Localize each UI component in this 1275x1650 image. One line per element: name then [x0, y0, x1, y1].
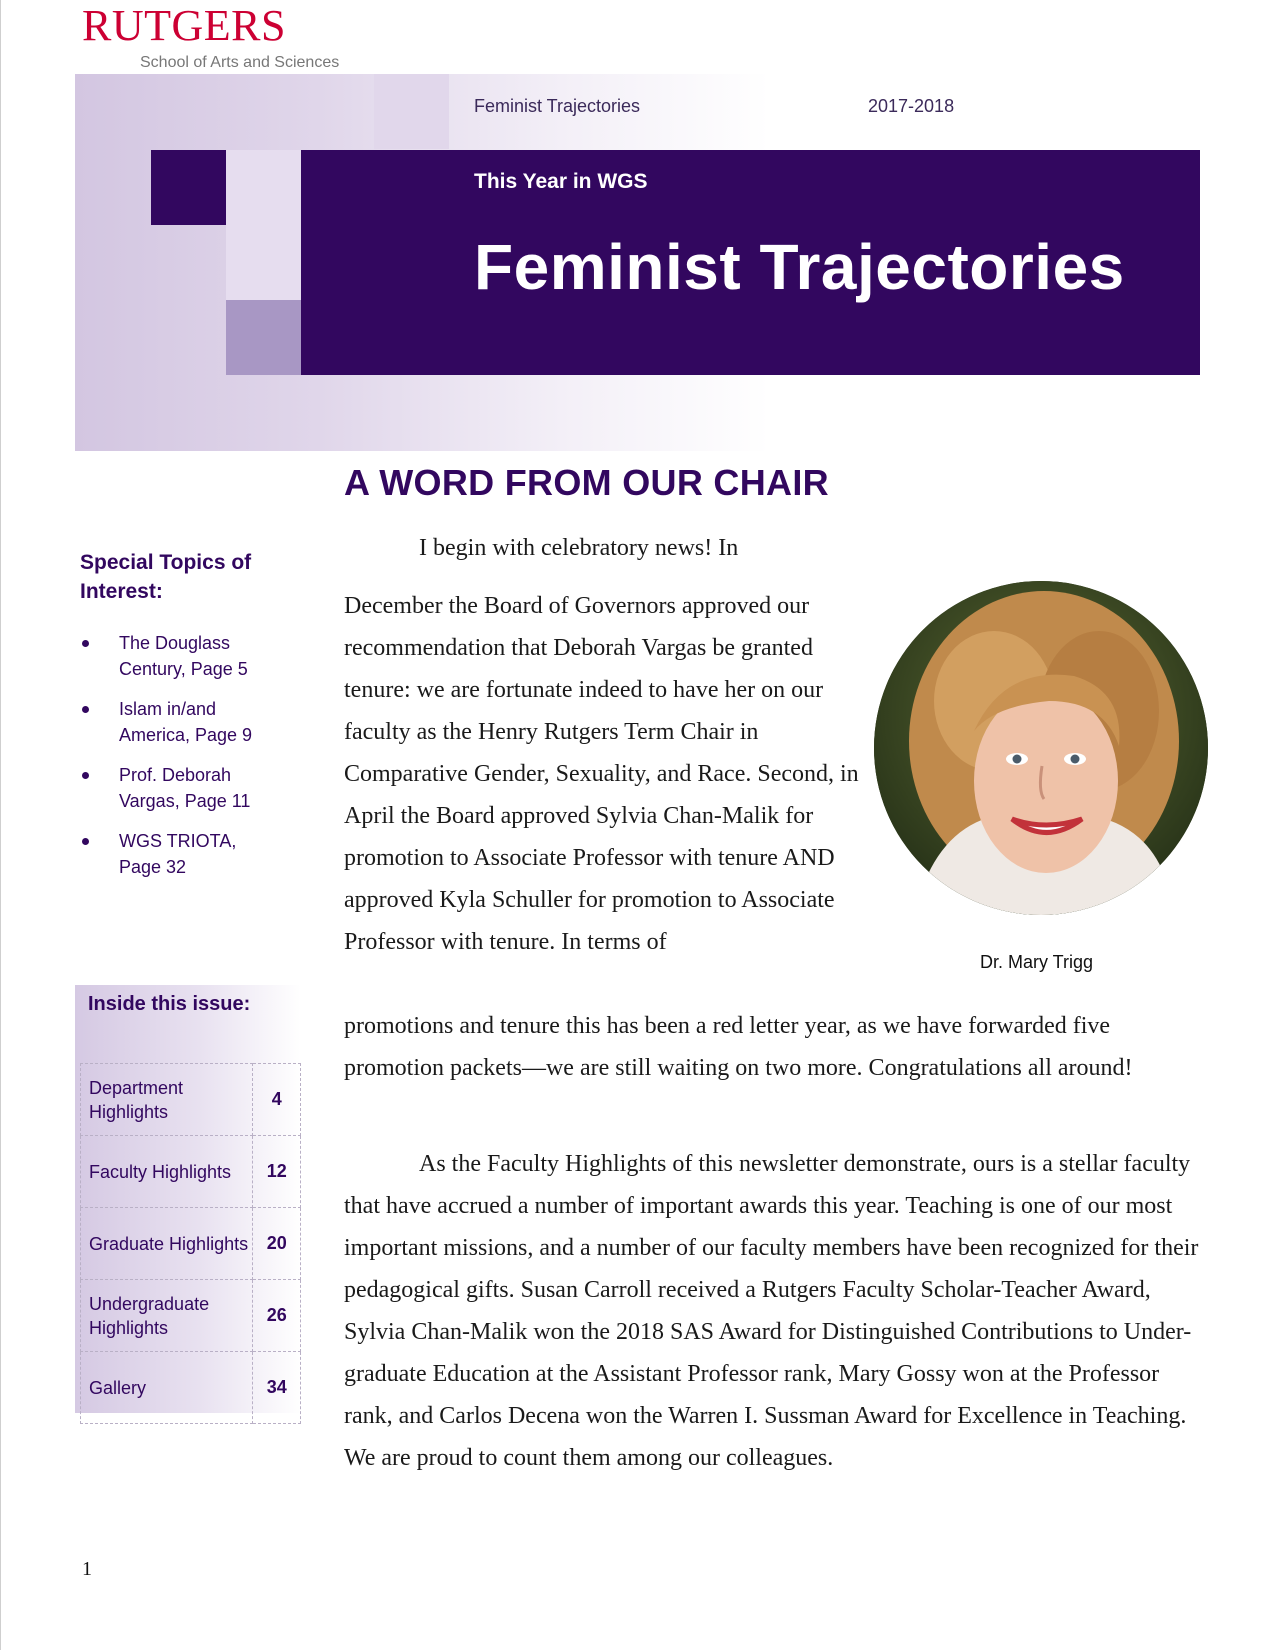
issue-year: 2017-2018 [868, 96, 955, 116]
page-number: 1 [82, 1558, 92, 1580]
paragraph-1-wide: promotions and tenure this has been a red letter year, as we have forwarded five promotion packets—we are still waiting on two more. Congratulations all around! [344, 1013, 1133, 1081]
banner-square [226, 150, 301, 225]
topic-item[interactable] [80, 828, 280, 880]
paragraph-1-narrow: December the Board of Governors approved our recommendation that Deborah Vargas be granted tenure: we are fortunate indeed to have her on our faculty as the Henry Rutgers Term Chair in Comparative Gender, Sexuality, and Race. Second, in April the Board approved Sylvia Chan-Malik for promotion to Associate Professor with tenure AND approved Kyla Schuller for promotion to Associate Professor with tenure. In terms of [344, 593, 859, 955]
banner-square [374, 74, 449, 149]
toc-page: 20 [253, 1208, 301, 1280]
chair-portrait-photo [874, 581, 1208, 915]
topic-label: Prof. Deborah Vargas, Page 11 [119, 765, 251, 811]
topic-item[interactable] [80, 630, 280, 682]
topic-label: The Douglass Century, Page 5 [119, 633, 248, 679]
bullet-icon [82, 772, 89, 779]
banner-square [226, 300, 301, 375]
bullet-icon [82, 706, 89, 713]
portrait-illustration [874, 581, 1208, 915]
toc-row[interactable] [81, 1136, 301, 1208]
toc-label: Undergraduate Highlights [81, 1280, 253, 1352]
logo-wordmark: RUTGERS [82, 1, 286, 50]
banner-square-dark [151, 150, 226, 225]
page-edge [0, 0, 1, 1650]
special-topics-list [80, 630, 280, 894]
toc-label: Graduate Highlights [81, 1208, 253, 1280]
toc-page: 12 [253, 1136, 301, 1208]
topic-item[interactable] [80, 696, 280, 748]
inside-issue-title: Inside this issue: [88, 993, 251, 1015]
toc-row[interactable] [81, 1352, 301, 1424]
paragraph-2: As the Faculty Highlights of this newsletter demonstrate, ours is a stellar faculty that have accrued a number of important awards this year. Teaching is one of our most important missions, and a number of our faculty members have been recognized for their pedagogical gifts. Susan Carroll received a Rutgers Faculty Scholar-Teacher Award, Sylvia Chan-Malik won the 2018 SAS Award for Distinguished Contributions to Under-graduate Education at the Assistant Professor rank, Mary Gossy won at the Professor rank, and Carlos Decena won the Warren I. Sussman Award for Excellence in Teaching. We are proud to count them among our colleagues. [344, 1151, 1199, 1471]
banner-square [226, 225, 301, 300]
toc-label: Gallery [81, 1352, 253, 1424]
topic-label: Islam in/and America, Page 9 [119, 699, 253, 745]
toc-page: 26 [253, 1280, 301, 1352]
article-heading: A WORD FROM OUR CHAIR [344, 462, 829, 503]
toc-page: 4 [253, 1064, 301, 1136]
topic-item[interactable] [80, 762, 280, 814]
toc-label: Department Highlights [81, 1064, 253, 1136]
logo-subtitle: School of Arts and Sciences [140, 54, 340, 71]
topic-label: WGS TRIOTA, Page 32 [119, 831, 237, 877]
toc-row[interactable] [81, 1064, 301, 1136]
bullet-icon [82, 838, 89, 845]
newsletter-title: Feminist Trajectories [474, 231, 1125, 303]
toc-row[interactable] [81, 1208, 301, 1280]
rutgers-logo [82, 1, 340, 71]
toc-row[interactable] [81, 1280, 301, 1352]
toc-page: 34 [253, 1352, 301, 1424]
toc-label: Faculty Highlights [81, 1136, 253, 1208]
photo-caption: Dr. Mary Trigg [980, 952, 1094, 972]
banner-kicker: This Year in WGS [474, 170, 648, 193]
table-of-contents [80, 1063, 301, 1424]
paragraph-1-opening: I begin with celebratory news! In [419, 535, 739, 561]
bullet-icon [82, 640, 89, 647]
special-topics-title: Special Topics of Interest: [80, 551, 252, 603]
running-title: Feminist Trajectories [474, 96, 641, 116]
